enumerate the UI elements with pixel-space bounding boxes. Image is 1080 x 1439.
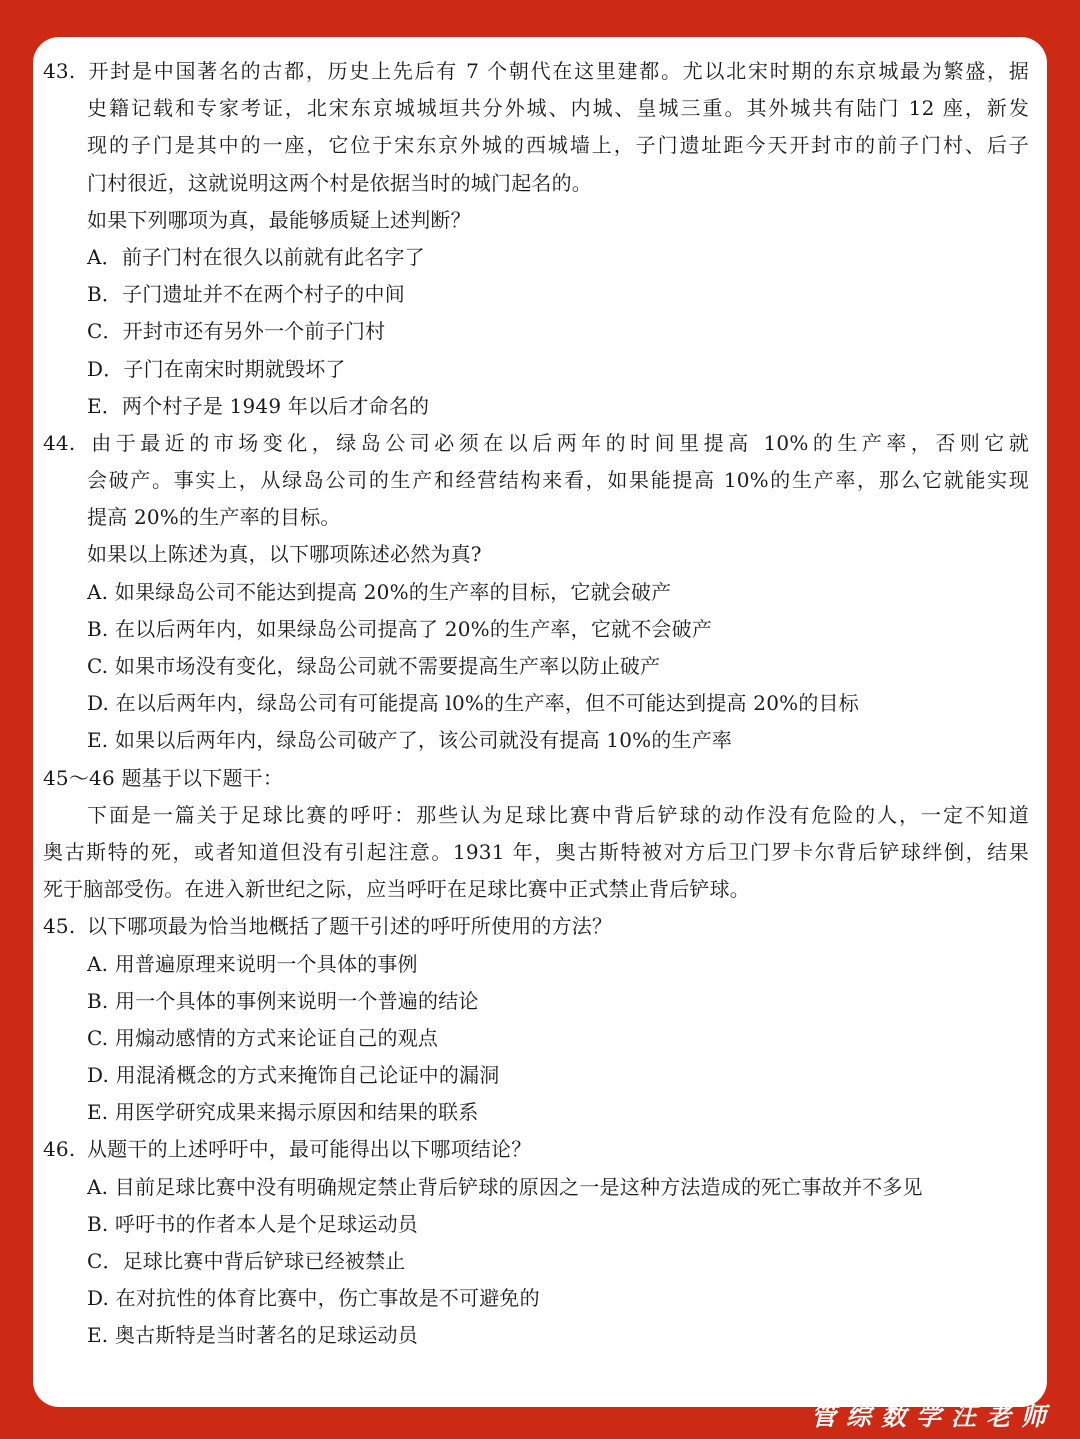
option-c: C. 用煽动感情的方式来论证自己的观点 xyxy=(87,1025,439,1050)
question-text-line: 现的子门是其中的一座，它位于宋东京外城的西城墙上，子门遗址距今天开封市的前子门村、后子 xyxy=(87,133,1029,158)
option-c: C. 如果市场没有变化，绿岛公司就不需要提高生产率以防止破产 xyxy=(87,654,661,678)
option-b: B．子门遗址并不在两个村子的中间 xyxy=(87,282,405,307)
option-a: A．前子门村在很久以前就有此名字了 xyxy=(87,244,425,269)
question-prompt: 如果以上陈述为真，以下哪项陈述必然为真? xyxy=(87,542,482,567)
question-text: 以下哪项最为恰当地概括了题干引述的呼吁所使用的方法？ xyxy=(87,914,613,939)
document-card xyxy=(33,37,1047,1407)
question-text: 从题干的上述呼吁中，最可能得出以下哪项结论？ xyxy=(87,1137,532,1162)
stem-text-line: 下面是一篇关于足球比赛的呼吁：那些认为足球比赛中背后铲球的动作没有危险的人，一定不知道 xyxy=(87,802,1029,827)
question-number: 44. xyxy=(43,430,76,455)
option-a: A. 如果绿岛公司不能达到提高 20%的生产率的目标，它就会破产 xyxy=(87,579,672,604)
watermark-signature: 管综数学汪老师 xyxy=(810,1402,1056,1431)
option-b: B. 用一个具体的事例来说明一个普遍的结论 xyxy=(87,988,479,1013)
option-a: A. 目前足球比赛中没有明确规定禁止背后铲球的原因之一是这种方法造成的死亡事故并不多见 xyxy=(87,1174,923,1199)
option-e: E. 如果以后两年内，绿岛公司破产了，该公司就没有提高 10%的生产率 xyxy=(87,728,733,753)
question-number: 45. xyxy=(43,914,76,939)
question-text-line: 门村很近，这就说明这两个村是依据当时的城门起名的。 xyxy=(87,170,592,195)
question-45 xyxy=(43,908,1029,1131)
option-b: B. 在以后两年内，如果绿岛公司提高了 20%的生产率，它就不会破产 xyxy=(87,616,713,641)
option-c: C．足球比赛中背后铲球已经被禁止 xyxy=(87,1249,406,1273)
option-d: D. 在以后两年内，绿岛公司有可能提高 l0%的生产率，但不可能达到提高 20%的目标 xyxy=(87,691,859,716)
option-e: E. 奥古斯特是当时著名的足球运动员 xyxy=(87,1323,418,1348)
question-text-line: 会破产。事实上，从绿岛公司的生产和经营结构来看，如果能提高 10%的生产率，那么它就能实现 xyxy=(87,468,1029,493)
question-text-line: 由于最近的市场变化，绿岛公司必须在以后两年的时间里提高 10%的生产率，否则它就 xyxy=(87,430,1029,455)
shared-stem xyxy=(43,760,1029,909)
stem-header: 45～46 题基于以下题干： xyxy=(43,765,284,790)
option-e: E. 用医学研究成果来揭示原因和结果的联系 xyxy=(87,1100,479,1125)
option-c: C．开封市还有另外一个前子门村 xyxy=(87,319,386,344)
option-d: D. 在对抗性的体育比赛中，伤亡事故是不可避免的 xyxy=(87,1286,540,1311)
option-d: D．子门在南宋时期就毁坏了 xyxy=(87,356,346,381)
question-number: 43. xyxy=(43,59,76,83)
question-44 xyxy=(43,425,1029,760)
question-46 xyxy=(43,1131,1029,1354)
option-d: D. 用混淆概念的方式来掩饰自己论证中的漏洞 xyxy=(87,1063,500,1088)
question-text-line: 提高 20%的生产率的目标。 xyxy=(87,505,341,530)
stem-text-line: 奥古斯特的死，或者知道但没有引起注意。1931 年，奥古斯特被对方后卫门罗卡尔背后铲球绊倒，结果 xyxy=(43,839,1029,864)
option-b: B. 呼吁书的作者本人是个足球运动员 xyxy=(87,1211,419,1236)
question-prompt: 如果下列哪项为真，最能够质疑上述判断？ xyxy=(87,207,471,232)
option-e: E．两个村子是 1949 年以后才命名的 xyxy=(87,393,430,418)
stem-text-line: 死于脑部受伤。在进入新世纪之际，应当呼吁在足球比赛中正式禁止背后铲球。 xyxy=(43,877,750,902)
question-number: 46. xyxy=(43,1137,76,1162)
question-43 xyxy=(43,53,1029,425)
option-a: A. 用普遍原理来说明一个具体的事例 xyxy=(87,951,418,976)
question-text-line: 史籍记载和专家考证，北宋东京城城垣共分外城、内城、皇城三重。其外城共有陆门 12 座，新发 xyxy=(87,96,1029,121)
question-text-line: 开封是中国著名的古都，历史上先后有 7 个朝代在这里建都。尤以北宋时期的东京城最为繁盛，据 xyxy=(87,59,1029,83)
